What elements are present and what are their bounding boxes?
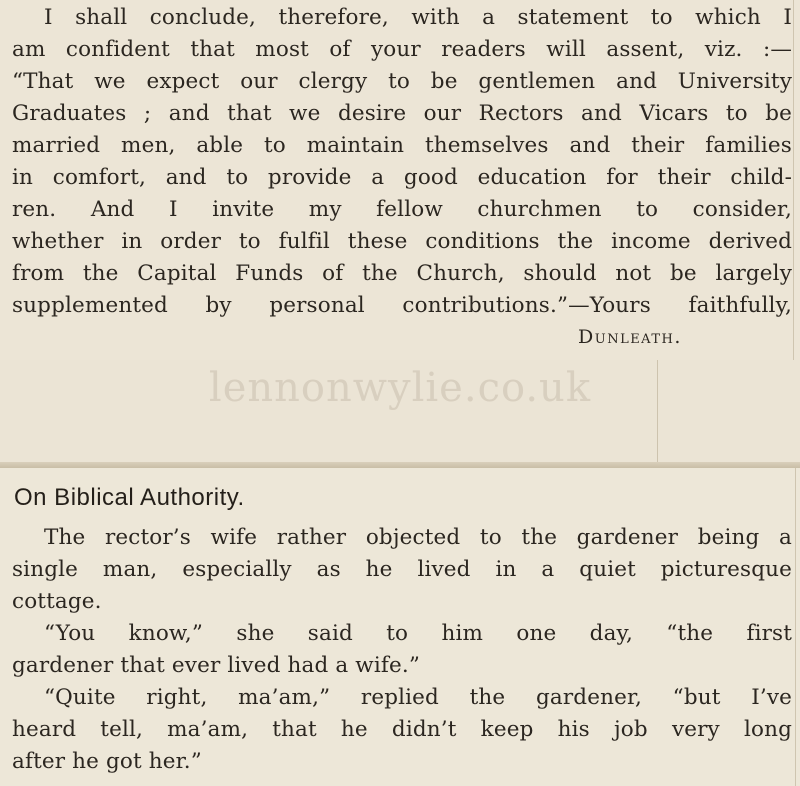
letter-line: in comfort, and to provide a good education for their child- (12, 165, 792, 190)
article-line: “You know,” she said to him one day, “the first (44, 621, 792, 646)
letter-line: ren. And I invite my fellow churchmen to consider, (12, 197, 792, 222)
article-line: single man, especially as he lived in a quiet picturesque (12, 557, 792, 582)
article-line: cottage. (12, 589, 102, 614)
letter-body (12, 2, 792, 322)
article-line: The rector’s wife rather objected to the gardener being a (44, 525, 792, 550)
signature: Dunleath. (578, 326, 682, 348)
article-line: heard tell, ma’am, that he didn’t keep his job very long (12, 717, 792, 742)
letter-line: “That we expect our clergy to be gentlemen and University (12, 69, 792, 94)
letter-line: whether in order to fulfil these conditions the income derived (12, 229, 792, 254)
letter-line: Graduates ; and that we desire our Rectors and Vicars to be (12, 101, 792, 126)
column-edge (793, 0, 794, 360)
column-edge (795, 468, 796, 786)
letter-line: from the Capital Funds of the Church, should not be largely (12, 261, 792, 286)
letter-line: I shall conclude, therefore, with a statement to which I (44, 5, 792, 30)
article-line: after he got her.” (12, 749, 202, 774)
letter-line: am confident that most of your readers will assent, viz. :— (12, 37, 792, 62)
letter-clipping (0, 0, 800, 361)
article-heading: On Biblical Authority. (14, 484, 245, 511)
watermark: lennonwylie.co.uk (208, 365, 592, 411)
article-body (12, 522, 792, 778)
article-line: “Quite right, ma’am,” replied the gardener, “but I’ve (44, 685, 792, 710)
article-line: gardener that ever lived had a wife.” (12, 653, 420, 678)
letter-line: married men, able to maintain themselves and their families (12, 133, 792, 158)
letter-line: supplemented by personal contributions.”—Yours faithfully, (12, 293, 792, 318)
